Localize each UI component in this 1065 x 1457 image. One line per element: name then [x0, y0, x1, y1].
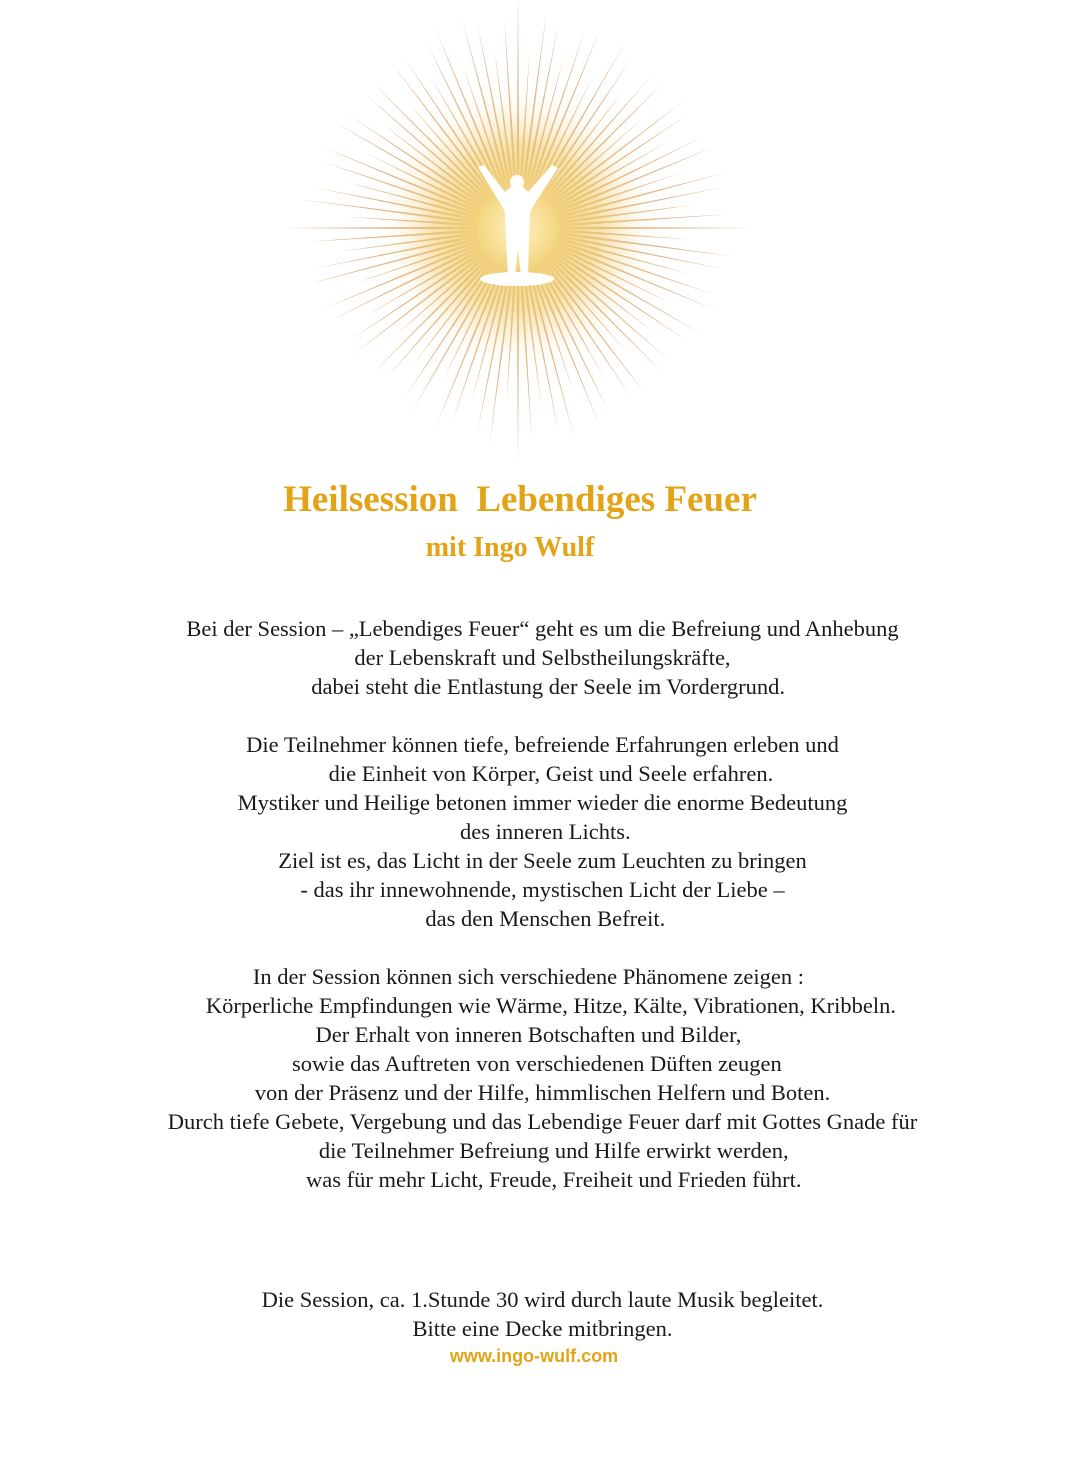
text-line: Körperliche Empfindungen wie Wärme, Hitze, Kälte, Vibrationen, Kribbeln. — [189, 993, 896, 1018]
text-line: Durch tiefe Gebete, Vergebung und das Lebendige Feuer darf mit Gottes Gnade für — [167, 1109, 918, 1134]
text-line: des inneren Lichts. — [454, 819, 631, 844]
text-line: Die Session, ca. 1.Stunde 30 wird durch laute Musik begleitet. — [261, 1287, 824, 1312]
text-line: sowie das Auftreten von verschiedenen Düften zeugen — [291, 1051, 794, 1076]
text-line: was für mehr Licht, Freude, Freiheit und Frieden führt. — [283, 1167, 802, 1192]
text-line: der Lebenskraft und Selbstheilungskräfte, — [354, 645, 731, 670]
text-line: dabei steht die Entlastung der Seele im Vordergrund. — [300, 674, 785, 699]
text-line: von der Präsenz und der Hilfe, himmlischen Helfern und Boten. — [254, 1080, 831, 1105]
text-line: Bei der Session – „Lebendiges Feuer“ geht es um die Befreiung und Anhebung — [186, 616, 899, 641]
text-line: Ziel ist es, das Licht in der Seele zum Leuchten zu bringen — [278, 848, 807, 873]
text-line: Bitte eine Decke mitbringen. — [412, 1316, 673, 1341]
text-line: In der Session können sich verschiedene Phänomene zeigen : — [252, 964, 833, 989]
text-line: die Einheit von Körper, Geist und Seele erfahren. — [311, 761, 774, 786]
participants-paragraph — [0, 730, 1065, 933]
text-line: die Teilnehmer Befreiung und Hilfe erwirkt werden, — [296, 1138, 789, 1163]
text-line: Der Erhalt von inneren Botschaften und Bilder, — [315, 1022, 770, 1047]
text-line: - das ihr innewohnende, mystischen Licht der Liebe – — [300, 877, 785, 902]
website-link[interactable]: www.ingo-wulf.com — [449, 1346, 619, 1366]
text-line: das den Menschen Befreit. — [419, 906, 666, 931]
page-subtitle: mit Ingo Wulf — [425, 532, 595, 563]
text-line: Mystiker und Heilige betonen immer wieder die enorme Bedeutung — [237, 790, 848, 815]
sunburst-logo-icon — [268, 0, 768, 460]
intro-paragraph — [0, 614, 1065, 701]
phenomena-paragraph — [0, 962, 1065, 1194]
page-title: Heilsession Lebendiges Feuer — [283, 479, 757, 520]
session-info-paragraph — [0, 1285, 1065, 1343]
text-line: Die Teilnehmer können tiefe, befreiende Erfahrungen erleben und — [246, 732, 839, 757]
